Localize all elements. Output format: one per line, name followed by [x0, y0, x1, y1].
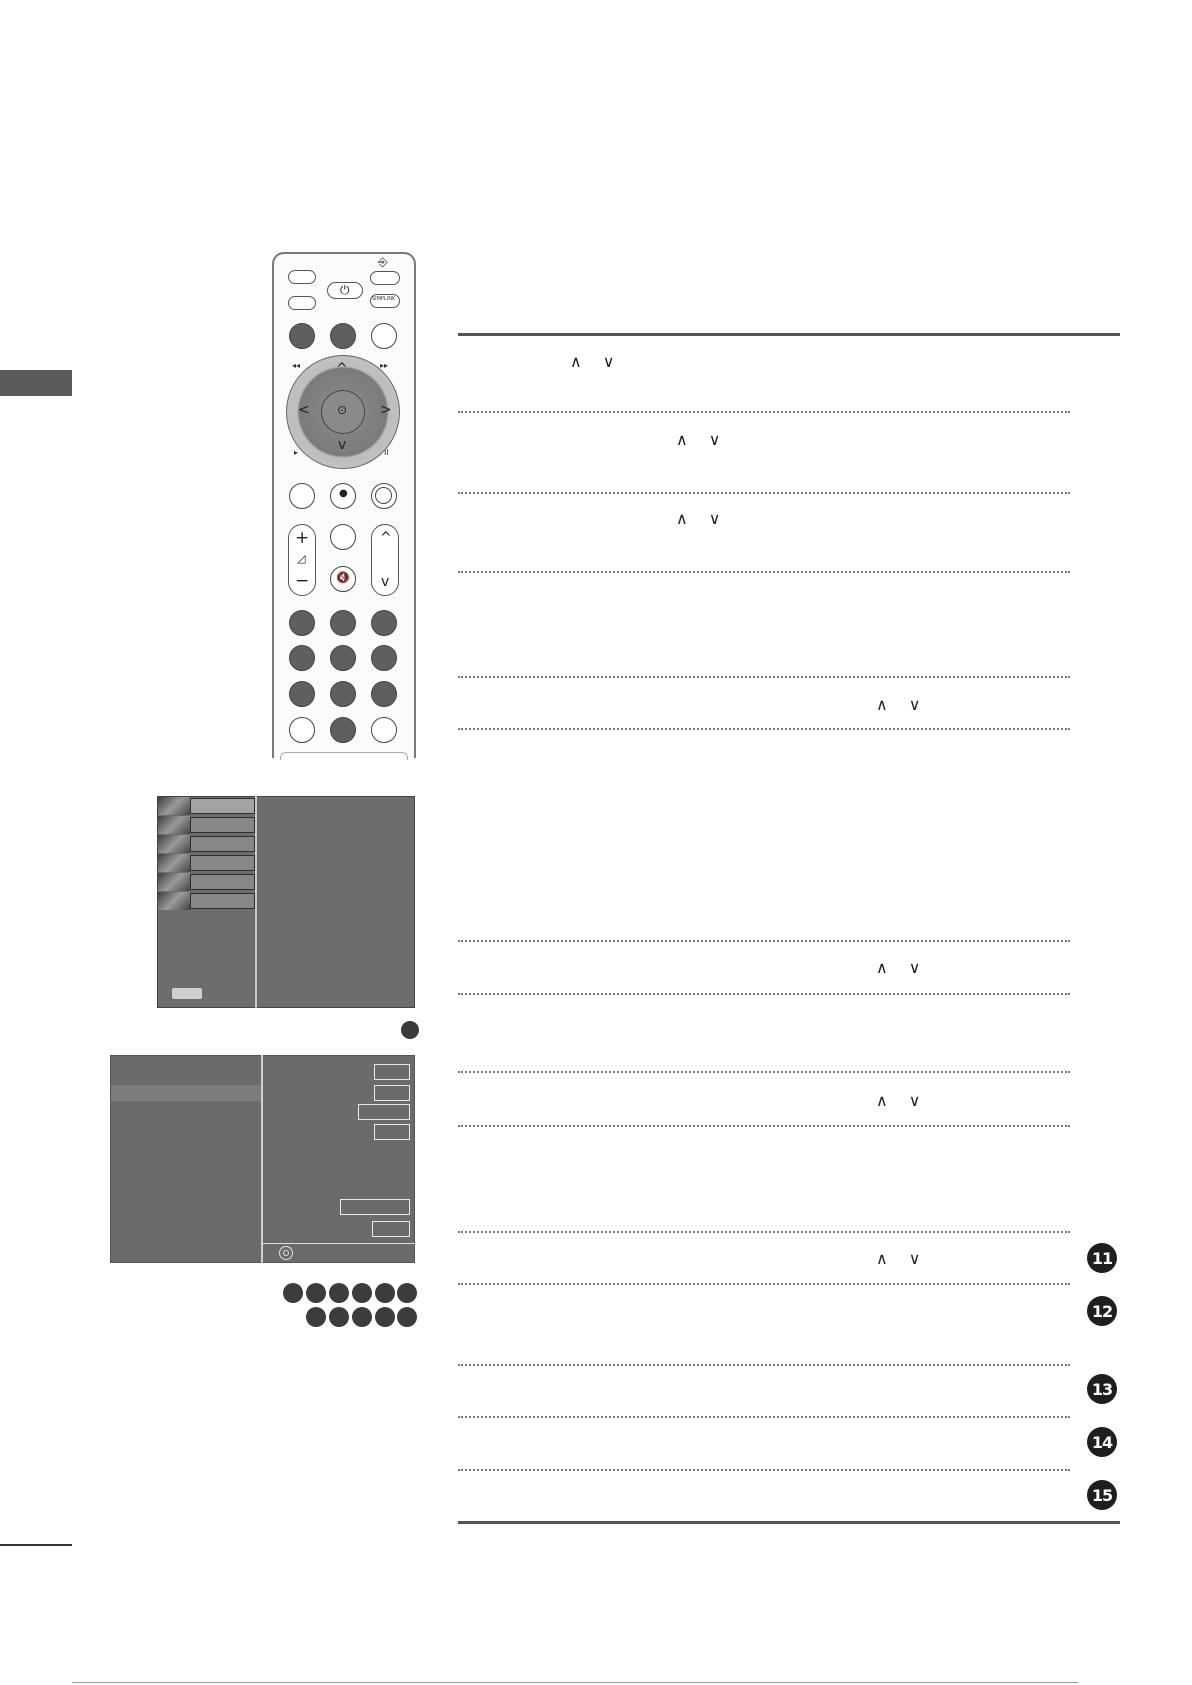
submenu-value-box [374, 1064, 410, 1080]
info-ring-icon [375, 487, 392, 504]
pause-icon: II [384, 448, 389, 457]
sequence-dot [375, 1307, 395, 1327]
sequence-dot [352, 1283, 372, 1303]
menu-item-1 [158, 797, 255, 815]
updown-arrows: ∧ ∨ [876, 695, 929, 714]
row-separator [458, 1416, 1070, 1418]
volume-up-icon[interactable]: + [295, 528, 310, 548]
menu-thumbnail [158, 892, 190, 910]
sequence-dot [397, 1283, 417, 1303]
updown-arrows: ∧ ∨ [876, 1249, 929, 1268]
play-icon: ▸ [294, 448, 299, 457]
channel-up-icon[interactable]: ^ [380, 530, 392, 546]
updown-arrows: ∧ ∨ [676, 509, 729, 528]
remote-bottom-edge [280, 752, 408, 760]
submenu-value-box [358, 1104, 410, 1120]
remote-q-menu-button[interactable] [330, 323, 356, 349]
remote-volume-rocker[interactable] [288, 524, 316, 596]
menu-bar [190, 817, 255, 833]
menu-thumbnail [158, 816, 190, 834]
row-separator [458, 993, 1070, 995]
remote-list-button[interactable] [289, 717, 315, 743]
remote-channel-rocker[interactable] [371, 524, 399, 596]
remote-number-8[interactable] [330, 681, 356, 707]
menu-item-4 [158, 854, 255, 872]
sequence-dot [306, 1307, 326, 1327]
menu-bar [190, 874, 255, 890]
remote-number-3[interactable] [371, 610, 397, 636]
sequence-dot [306, 1283, 326, 1303]
menu-thumbnail [158, 835, 190, 853]
footer-rule [72, 1682, 1078, 1683]
remote-number-6[interactable] [371, 645, 397, 671]
menu-exit-hint [172, 988, 202, 999]
row-separator [458, 1125, 1070, 1127]
submenu-value-box [340, 1199, 410, 1215]
submenu-divider [261, 1055, 263, 1263]
step-badge-12: 12 [1087, 1296, 1117, 1326]
row-separator [458, 728, 1070, 730]
rewind-icon: ◂◂ [292, 361, 301, 370]
channel-down-icon[interactable]: v [381, 574, 390, 590]
remote-tv-button[interactable] [288, 270, 316, 284]
row-separator [458, 1364, 1070, 1366]
remote-mute-button[interactable] [330, 566, 356, 592]
step-badge-14: 14 [1087, 1427, 1117, 1457]
sequence-dot [329, 1307, 349, 1327]
step-badge-11: 11 [1087, 1243, 1117, 1273]
remote-info-button[interactable] [371, 483, 397, 509]
row-separator [458, 411, 1070, 413]
submenu-value-box [374, 1124, 410, 1140]
page-number-rule [0, 1544, 72, 1546]
sequence-dot [329, 1283, 349, 1303]
menu-thumbnail [158, 873, 190, 891]
remote-guide-button[interactable] [371, 323, 397, 349]
menu-divider [255, 796, 257, 1008]
row-separator [458, 676, 1070, 678]
ok-icon: ⊙ [337, 403, 348, 417]
updown-arrows: ∧ ∨ [570, 352, 623, 371]
row-separator [458, 571, 1070, 573]
submenu-footer-line [263, 1243, 415, 1244]
sequence-dot [352, 1307, 372, 1327]
remote-record-button[interactable] [330, 483, 356, 509]
power-icon: ⏻ [340, 283, 350, 297]
remote-number-1[interactable] [289, 610, 315, 636]
step-indicator-dot [401, 1021, 419, 1039]
menu-bar [190, 836, 255, 852]
remote-number-2[interactable] [330, 610, 356, 636]
sequence-dot [375, 1283, 395, 1303]
submenu-highlight-row [111, 1085, 261, 1101]
sequence-dot [283, 1283, 303, 1303]
remote-input-button[interactable] [370, 271, 400, 285]
remote-simplink-button[interactable] [370, 294, 400, 308]
nav-up-icon[interactable]: ^ [336, 361, 348, 377]
row-separator [458, 1283, 1070, 1285]
menu-bar [190, 893, 255, 909]
remote-mode-button[interactable] [288, 296, 316, 310]
ok-circle-inner-icon [283, 1250, 289, 1256]
record-icon: ● [339, 488, 348, 499]
row-separator [458, 1071, 1070, 1073]
fast-forward-icon: ▸▸ [380, 361, 389, 370]
nav-left-icon[interactable]: < [298, 402, 310, 418]
remote-back-button[interactable] [289, 483, 315, 509]
nav-down-icon[interactable]: v [338, 437, 347, 453]
menu-bar [190, 798, 255, 814]
menu-item-2 [158, 816, 255, 834]
volume-down-icon[interactable]: − [295, 571, 310, 591]
remote-number-5[interactable] [330, 645, 356, 671]
remote-number-9[interactable] [371, 681, 397, 707]
remote-fav-button[interactable] [330, 524, 356, 550]
table-top-rule [458, 333, 1120, 336]
row-separator [458, 1231, 1070, 1233]
menu-item-3 [158, 835, 255, 853]
simplink-label: SIMPLINK [372, 296, 396, 302]
table-bottom-rule [458, 1521, 1120, 1524]
menu-item-6 [158, 892, 255, 910]
updown-arrows: ∧ ∨ [676, 430, 729, 449]
volume-icon: ◿ [297, 552, 306, 565]
updown-arrows: ∧ ∨ [876, 1091, 929, 1110]
submenu-value-box [372, 1221, 410, 1237]
step-badge-15: 15 [1087, 1480, 1117, 1510]
nav-right-icon[interactable]: > [380, 402, 392, 418]
submenu-value-box [374, 1085, 410, 1101]
updown-arrows: ∧ ∨ [876, 958, 929, 977]
remote-number-0[interactable] [330, 717, 356, 743]
menu-thumbnail [158, 797, 190, 815]
row-separator [458, 940, 1070, 942]
row-separator [458, 1469, 1070, 1471]
input-icon: ⎆ [378, 255, 388, 269]
mute-icon: 🔇 [336, 571, 350, 584]
remote-menu-button[interactable] [289, 323, 315, 349]
row-separator [458, 492, 1070, 494]
menu-item-5 [158, 873, 255, 891]
remote-number-7[interactable] [289, 681, 315, 707]
menu-bar [190, 855, 255, 871]
remote-number-4[interactable] [289, 645, 315, 671]
step-badge-13: 13 [1087, 1374, 1117, 1404]
section-tab-marker [0, 370, 72, 396]
remote-q-view-button[interactable] [371, 717, 397, 743]
menu-thumbnail [158, 854, 190, 872]
sequence-dot [397, 1307, 417, 1327]
remote-power-button[interactable] [327, 282, 363, 299]
remote-ok-button[interactable] [321, 390, 365, 434]
